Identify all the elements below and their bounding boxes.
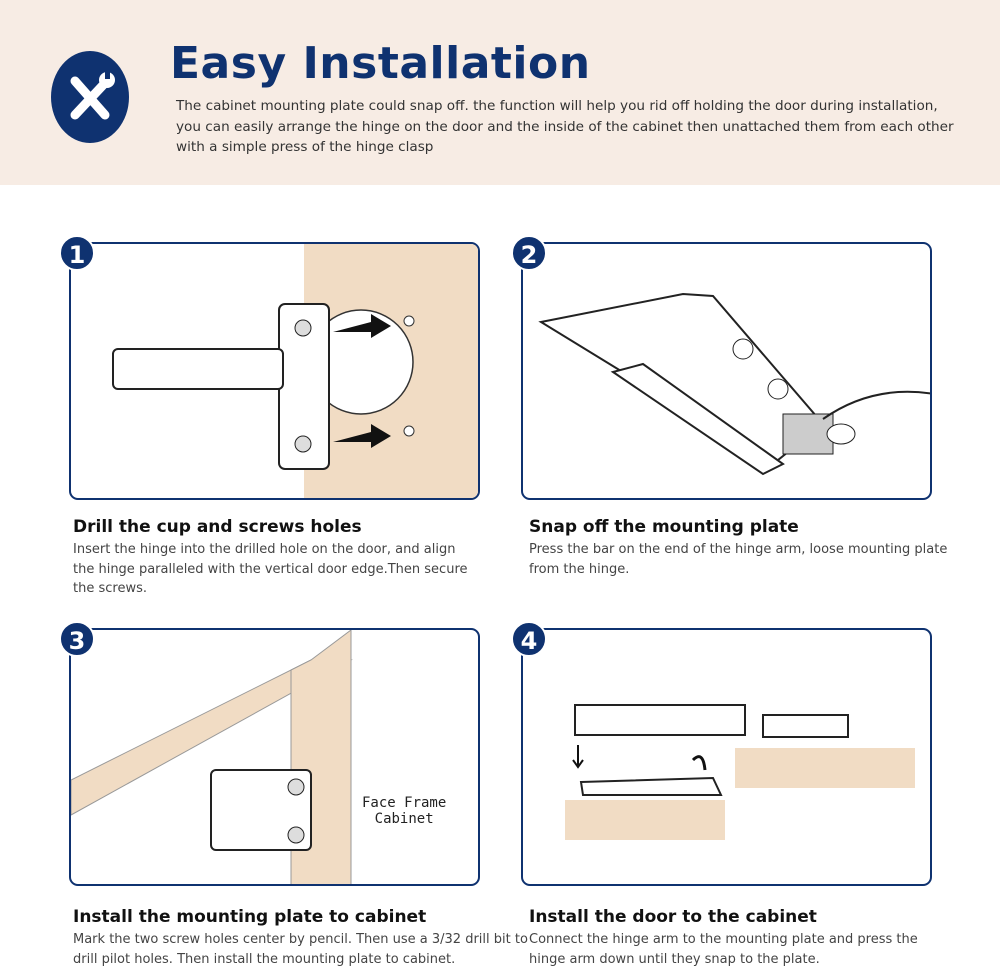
step-1-badge: 1 bbox=[59, 235, 95, 271]
step-3-description: Mark the two screw holes center by pencil. Then use a 3/32 drill bit to drill pilot holes. Then install the mounting plate to cabinet. bbox=[73, 932, 528, 967]
step-1-description: Insert the hinge into the drilled hole on the door, and align the hinge paralleled with the vertical door edge.Then secure the screws. bbox=[73, 542, 468, 596]
step-2-illustration bbox=[521, 242, 932, 500]
face-frame-cabinet-label bbox=[362, 795, 446, 827]
step-2-badge: 2 bbox=[511, 235, 547, 271]
step-3-title: Install the mounting plate to cabinet bbox=[73, 907, 427, 927]
intro-text: The cabinet mounting plate could snap off. the function will help you rid off holding the door during installation, you can easily arrange the hinge on the door and the inside of the cabinet then unattached them from each other with a simple press of the hinge clasp bbox=[176, 98, 954, 155]
step-4-illustration bbox=[521, 628, 932, 886]
step-3-illustration bbox=[69, 628, 480, 886]
page-title: Easy Installation bbox=[170, 38, 591, 89]
step-1-title: Drill the cup and screws holes bbox=[73, 517, 362, 537]
label-line: Face Frame bbox=[362, 795, 447, 811]
step-4-description: Connect the hinge arm to the mounting plate and press the hinge arm down until they snap to the plate. bbox=[529, 932, 918, 967]
step-4-badge: 4 bbox=[511, 621, 547, 657]
header-banner bbox=[0, 0, 1000, 185]
label-line: Cabinet bbox=[374, 811, 434, 827]
step-2-title: Snap off the mounting plate bbox=[529, 517, 799, 537]
step-3-badge: 3 bbox=[59, 621, 95, 657]
step-4-title: Install the door to the cabinet bbox=[529, 907, 817, 927]
tools-icon bbox=[51, 51, 129, 143]
step-1-illustration bbox=[69, 242, 480, 500]
step-2-description: Press the bar on the end of the hinge arm, loose mounting plate from the hinge. bbox=[529, 542, 948, 577]
